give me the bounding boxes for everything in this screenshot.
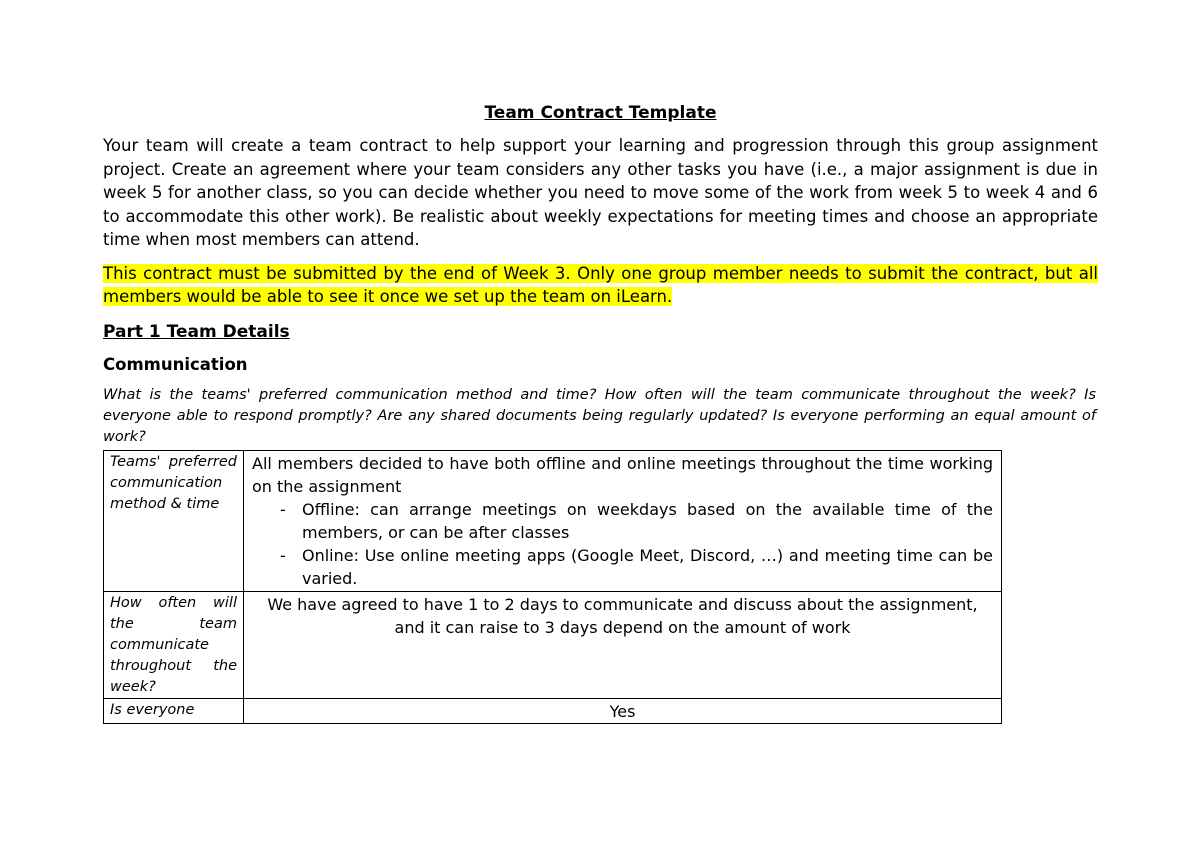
document-page [103, 100, 1098, 724]
intro-paragraph: Your team will create a team contract to help support your learning and progression through this group assignment project. Create an agreement where your team considers any other tasks you have (i.e., a major assignment is due in week 5 for another class, so you can decide whether you need to move some of the work from week 5 to week 4 and 6 to accommodate this other work). Be realistic about weekly expectations for meeting times and choose an appropriate time when most members can attend. [103, 136, 1098, 249]
part-heading: Part 1 Team Details [103, 321, 290, 342]
question-text: Is everyone [110, 701, 195, 718]
question-cell [104, 591, 244, 698]
answer-intro: All members decided to have both offline and online meetings throughout the time working on the assignment [252, 453, 993, 496]
answer-text: We have agreed to have 1 to 2 days to communicate and discuss about the assignment, and it can raise to 3 days depend on the amount of work [267, 594, 978, 637]
question-text: Teams' preferred communication method & time [110, 453, 237, 512]
table-row [104, 698, 1002, 723]
document-title: Team Contract Template [484, 103, 717, 123]
answer-text: Yes [609, 701, 636, 721]
list-item [280, 498, 993, 544]
communication-table [103, 450, 1002, 724]
answer-cell [244, 591, 1002, 698]
submission-note [103, 262, 1098, 309]
table-row [104, 591, 1002, 698]
question-cell [104, 450, 244, 591]
question-text: How often will the team communicate throughout the week? [110, 594, 237, 695]
answer-cell [244, 698, 1002, 723]
list-item-text: Offline: can arrange meetings on weekdays based on the available time of the members, or can be after classes [302, 499, 993, 542]
list-item [280, 544, 993, 590]
question-cell [104, 698, 244, 723]
section-heading: Communication [103, 354, 248, 374]
answer-cell [244, 450, 1002, 591]
answer-list [252, 498, 993, 590]
dash-bullet: - [280, 545, 286, 565]
list-item-text: Online: Use online meeting apps (Google Meet, Discord, …) and meeting time can be varied. [302, 545, 993, 588]
highlighted-text: This contract must be submitted by the end of Week 3. Only one group member needs to submit the contract, but all members would be able to see it once we set up the team on iLearn. [103, 263, 1098, 306]
table-row [104, 450, 1002, 591]
dash-bullet: - [280, 499, 286, 519]
guiding-questions: What is the teams' preferred communication method and time? How often will the team communicate throughout the week? Is everyone able to respond promptly? Are any shared documents being regularly updated? Is everyone performing an equal amount of work? [103, 386, 1096, 445]
